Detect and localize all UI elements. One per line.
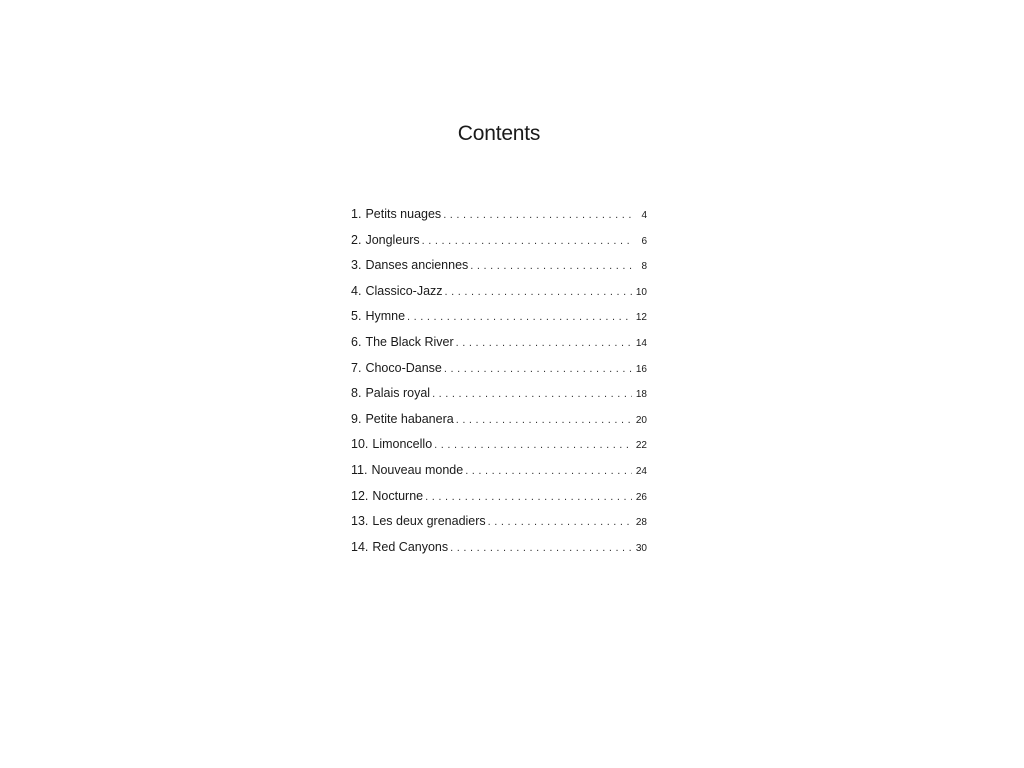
toc-entry[interactable] <box>351 540 647 566</box>
entry-title: The Black River <box>365 334 454 349</box>
entry-page-number: 16 <box>635 363 647 375</box>
dot-leader <box>422 235 632 247</box>
entry-number: 14. <box>351 539 369 554</box>
toc-entry[interactable] <box>351 233 647 259</box>
entry-title: Les deux grenadiers <box>372 514 486 529</box>
dot-leader <box>465 465 632 477</box>
entry-number: 10. <box>351 437 369 452</box>
dot-leader <box>443 209 632 221</box>
dot-leader <box>445 286 632 298</box>
dot-leader <box>407 311 632 323</box>
entry-number: 11. <box>351 462 368 477</box>
entry-title: Limoncello <box>372 437 433 452</box>
entry-title: Nouveau monde <box>371 462 464 477</box>
toc-entry[interactable] <box>351 489 647 515</box>
entry-page-number: 26 <box>635 491 647 503</box>
entry-number: 5. <box>351 309 362 324</box>
entry-title: Jongleurs <box>365 232 420 247</box>
entry-page-number: 12 <box>635 312 647 324</box>
entry-title: Danses anciennes <box>365 258 469 273</box>
toc-entry[interactable] <box>351 386 647 412</box>
table-of-contents <box>351 207 647 565</box>
entry-page-number: 30 <box>635 542 647 554</box>
toc-entry[interactable] <box>351 207 647 233</box>
dot-leader <box>425 491 632 503</box>
toc-entry[interactable] <box>351 309 647 335</box>
entry-number: 2. <box>351 232 362 247</box>
entry-page-number: 22 <box>635 440 647 452</box>
toc-entry[interactable] <box>351 514 647 540</box>
entry-title: Classico-Jazz <box>365 283 443 298</box>
entry-title: Red Canyons <box>372 539 449 554</box>
entry-number: 12. <box>351 488 369 503</box>
entry-title: Choco-Danse <box>365 360 442 375</box>
entry-number: 4. <box>351 283 362 298</box>
entry-title: Petits nuages <box>365 207 442 221</box>
entry-page-number: 6 <box>641 235 647 247</box>
toc-entry[interactable] <box>351 258 647 284</box>
entry-page-number: 20 <box>635 414 647 426</box>
entry-page-number: 14 <box>635 337 647 349</box>
toc-entry[interactable] <box>351 437 647 463</box>
entry-page-number: 28 <box>635 517 647 529</box>
entry-number: 6. <box>351 334 362 349</box>
toc-entry[interactable] <box>351 361 647 387</box>
entry-number: 13. <box>351 514 369 529</box>
entry-number: 7. <box>351 360 362 375</box>
dot-leader <box>456 337 632 349</box>
dot-leader <box>488 516 632 528</box>
toc-entry[interactable] <box>351 412 647 438</box>
page-title: Contents <box>457 122 541 145</box>
entry-page-number: 4 <box>641 210 647 221</box>
dot-leader <box>432 388 632 400</box>
entry-number: 8. <box>351 386 362 401</box>
entry-title: Nocturne <box>372 488 424 503</box>
dot-leader <box>450 542 632 554</box>
entry-number: 1. <box>351 207 362 221</box>
entry-page-number: 24 <box>635 465 647 477</box>
entry-number: 9. <box>351 411 362 426</box>
dot-leader <box>470 260 632 272</box>
dot-leader <box>434 439 632 451</box>
toc-entry[interactable] <box>351 463 647 489</box>
entry-title: Petite habanera <box>365 411 454 426</box>
entry-title: Palais royal <box>365 386 431 401</box>
toc-entry[interactable] <box>351 335 647 361</box>
toc-entry[interactable] <box>351 284 647 310</box>
entry-title: Hymne <box>365 309 406 324</box>
entry-page-number: 8 <box>641 261 647 273</box>
entry-page-number: 10 <box>635 286 647 298</box>
entry-number: 3. <box>351 258 362 273</box>
dot-leader <box>444 363 632 375</box>
entry-page-number: 18 <box>635 389 647 401</box>
dot-leader <box>456 414 632 426</box>
